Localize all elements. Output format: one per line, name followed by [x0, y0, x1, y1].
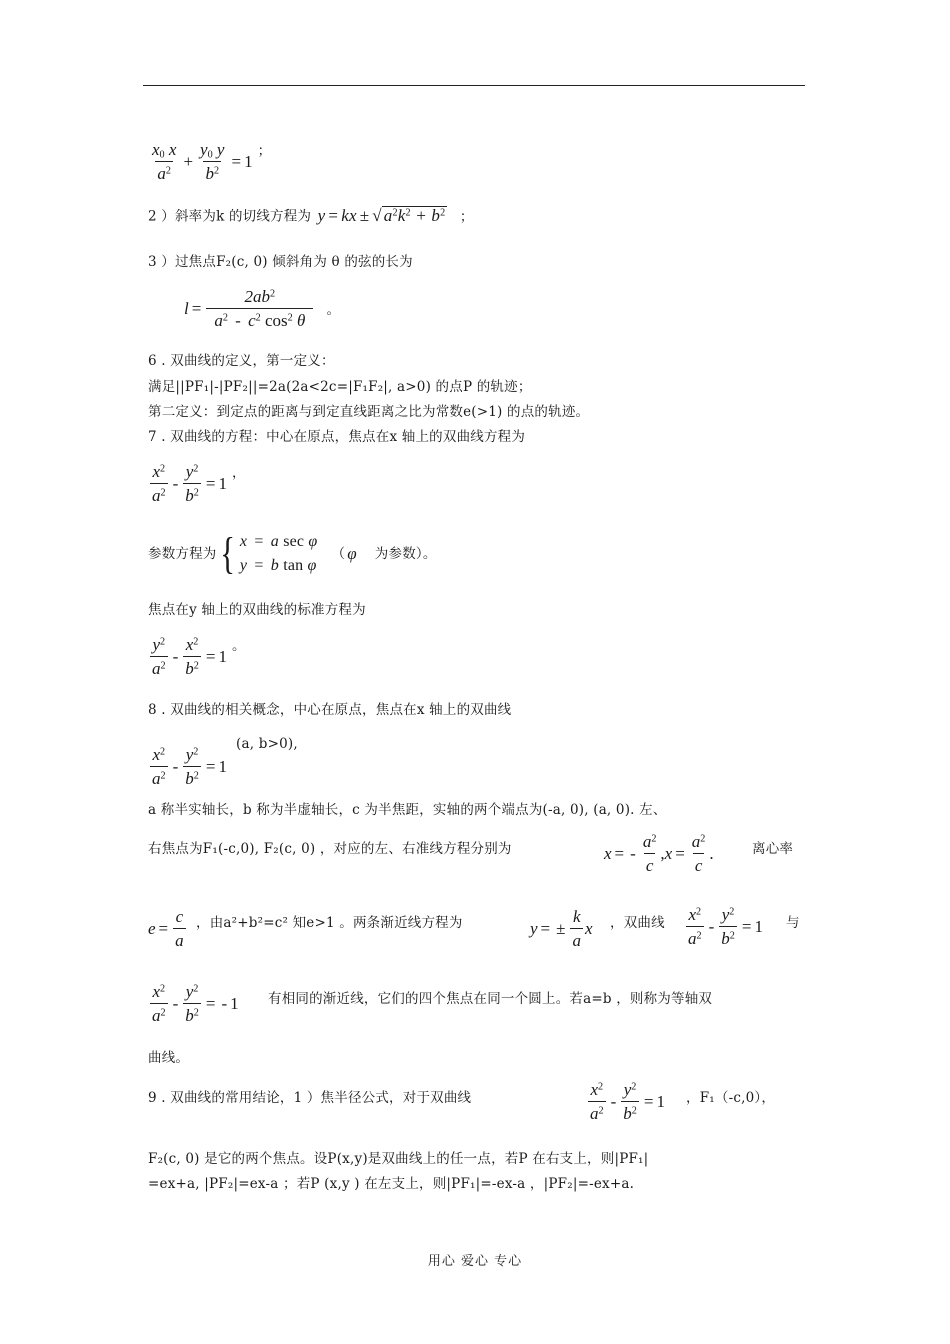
eq7-suffix: ，: [232, 465, 246, 481]
param-open: （: [331, 546, 346, 562]
section-8-line-3b: ，双曲线: [610, 915, 665, 931]
parametric-equation: 参数方程为 { x = a sec φ y = b tan φ （ φ 为参数）。: [148, 529, 437, 578]
hyperbola-8-equation: $\frac{x^2}{a^2}$ - $\frac{y^2}{b^2}$ = 1 $^{(a, b>0),}$: [152, 736, 298, 788]
directrix-equations: x = - $\frac{a^2}{c}$ , x = $\frac{a^2}{c}$ .: [604, 832, 714, 875]
chord-length-equation: l = $\frac{2ab^2}{a^2 - c^2 \cos^2 \theta}$ 。: [184, 287, 341, 330]
section-8-title: 8 . 双曲线的相关概念，中心在原点，焦点在x 轴上的双曲线: [148, 702, 512, 718]
section-8-line-1: a 称半实轴长，b 称为半虚轴长，c 为半焦距，实轴的两个端点为(-a, 0), (a, 0). 左、: [148, 802, 667, 818]
hyperbola-neg-equation: $\frac{x^2}{a^2}$ - $\frac{y^2}{b^2}$ = - 1: [152, 982, 239, 1025]
asymptote-equation: y = ± $\frac{k}{a}$ x: [530, 907, 593, 950]
section-6-definition-2: 第二定义：到定点的距离与到定直线距离之比为常数e(>1) 的点的轨迹。: [148, 404, 590, 420]
page-footer: 用心 爱心 专心: [427, 1254, 523, 1269]
section-7-title: 7 . 双曲线的方程：中心在原点，焦点在x 轴上的双曲线方程为: [148, 429, 526, 445]
param-prefix: 参数方程为: [148, 546, 217, 562]
param-close: 为参数）。: [374, 546, 437, 562]
section-6-definition-1: 满足||PF₁|-|PF₂||=2a(2a<2c=|F₁F₂|, a>0) 的点P 的轨迹；: [148, 379, 532, 395]
y-axis-hyperbola-line: 焦点在y 轴上的双曲线的标准方程为: [148, 602, 366, 618]
item-2-text: 2 ）斜率为k 的切线方程为: [148, 208, 312, 225]
section-9-line-3: =ex+a, |PF₂|=ex-a ；若P (x,y ) 在左支上，则|PF₁|=-ex-a ，|PF₂|=-ex+a.: [148, 1176, 635, 1192]
item-2-suffix: ；: [459, 208, 474, 225]
section-8-line-2: 右焦点为F₁(-c,0), F₂(c, 0) ，对应的左、右准线方程分别为: [148, 841, 512, 857]
item-3: 3 ）过焦点F₂(c, 0) 倾斜角为 θ 的弦的长为: [148, 254, 413, 270]
section-8-line-3c: 与: [786, 915, 800, 931]
chord-suffix: 。: [326, 302, 341, 318]
header-rule: [143, 85, 805, 86]
item-2: [148, 206, 474, 226]
section-9-prefix: 9 . 双曲线的常用结论，1 ）焦半径公式，对于双曲线: [148, 1090, 472, 1106]
tangent-equation: $\frac{x_0 x}{a^2}$ + $\frac{y_0 y}{b^2}$ = 1 ；: [152, 140, 272, 183]
section-8-line-5: 曲线。: [148, 1050, 190, 1066]
section-8-eccentricity-label: 离心率: [752, 841, 794, 857]
eccentricity-equation: e = $\frac{c}{a}$: [148, 907, 184, 950]
section-9-after: ，F₁（-c,0），: [686, 1090, 776, 1106]
tangent-suffix: ；: [257, 143, 272, 159]
section-6-title: 6 . 双曲线的定义，第一定义：: [148, 353, 335, 369]
section-8-line-4: 有相同的渐近线，它们的四个焦点在同一个圆上。若a=b ，则称为等轴双: [268, 991, 713, 1007]
section-8-line-3a: ，由a²+b²=c² 知e>1 。两条渐近线方程为: [196, 915, 463, 931]
section-9-line-2: F₂(c, 0) 是它的两个焦点。设P(x,y)是双曲线上的任一点，若P 在右支上，则|PF₁|: [148, 1151, 649, 1167]
hyperbola-9-equation: $\frac{x^2}{a^2}$ - $\frac{y^2}{b^2}$ = 1: [590, 1080, 665, 1123]
slope-tangent-equation: y = kx ± √ $a^2k^2 + b^2$: [317, 205, 446, 225]
hyperbola-pos-equation: $\frac{x^2}{a^2}$ - $\frac{y^2}{b^2}$ = 1: [688, 905, 763, 948]
eqy-suffix: 。: [232, 638, 246, 654]
hyperbola-y-equation: $\frac{y^2}{a^2}$ - $\frac{x^2}{b^2}$ = 1 。: [152, 635, 246, 678]
eq8-suffix: (a, b>0),: [236, 736, 298, 752]
hyperbola-x-equation: $\frac{x^2}{a^2}$ - $\frac{y^2}{b^2}$ = 1 ，: [152, 462, 246, 505]
param-phi: φ: [347, 544, 357, 563]
